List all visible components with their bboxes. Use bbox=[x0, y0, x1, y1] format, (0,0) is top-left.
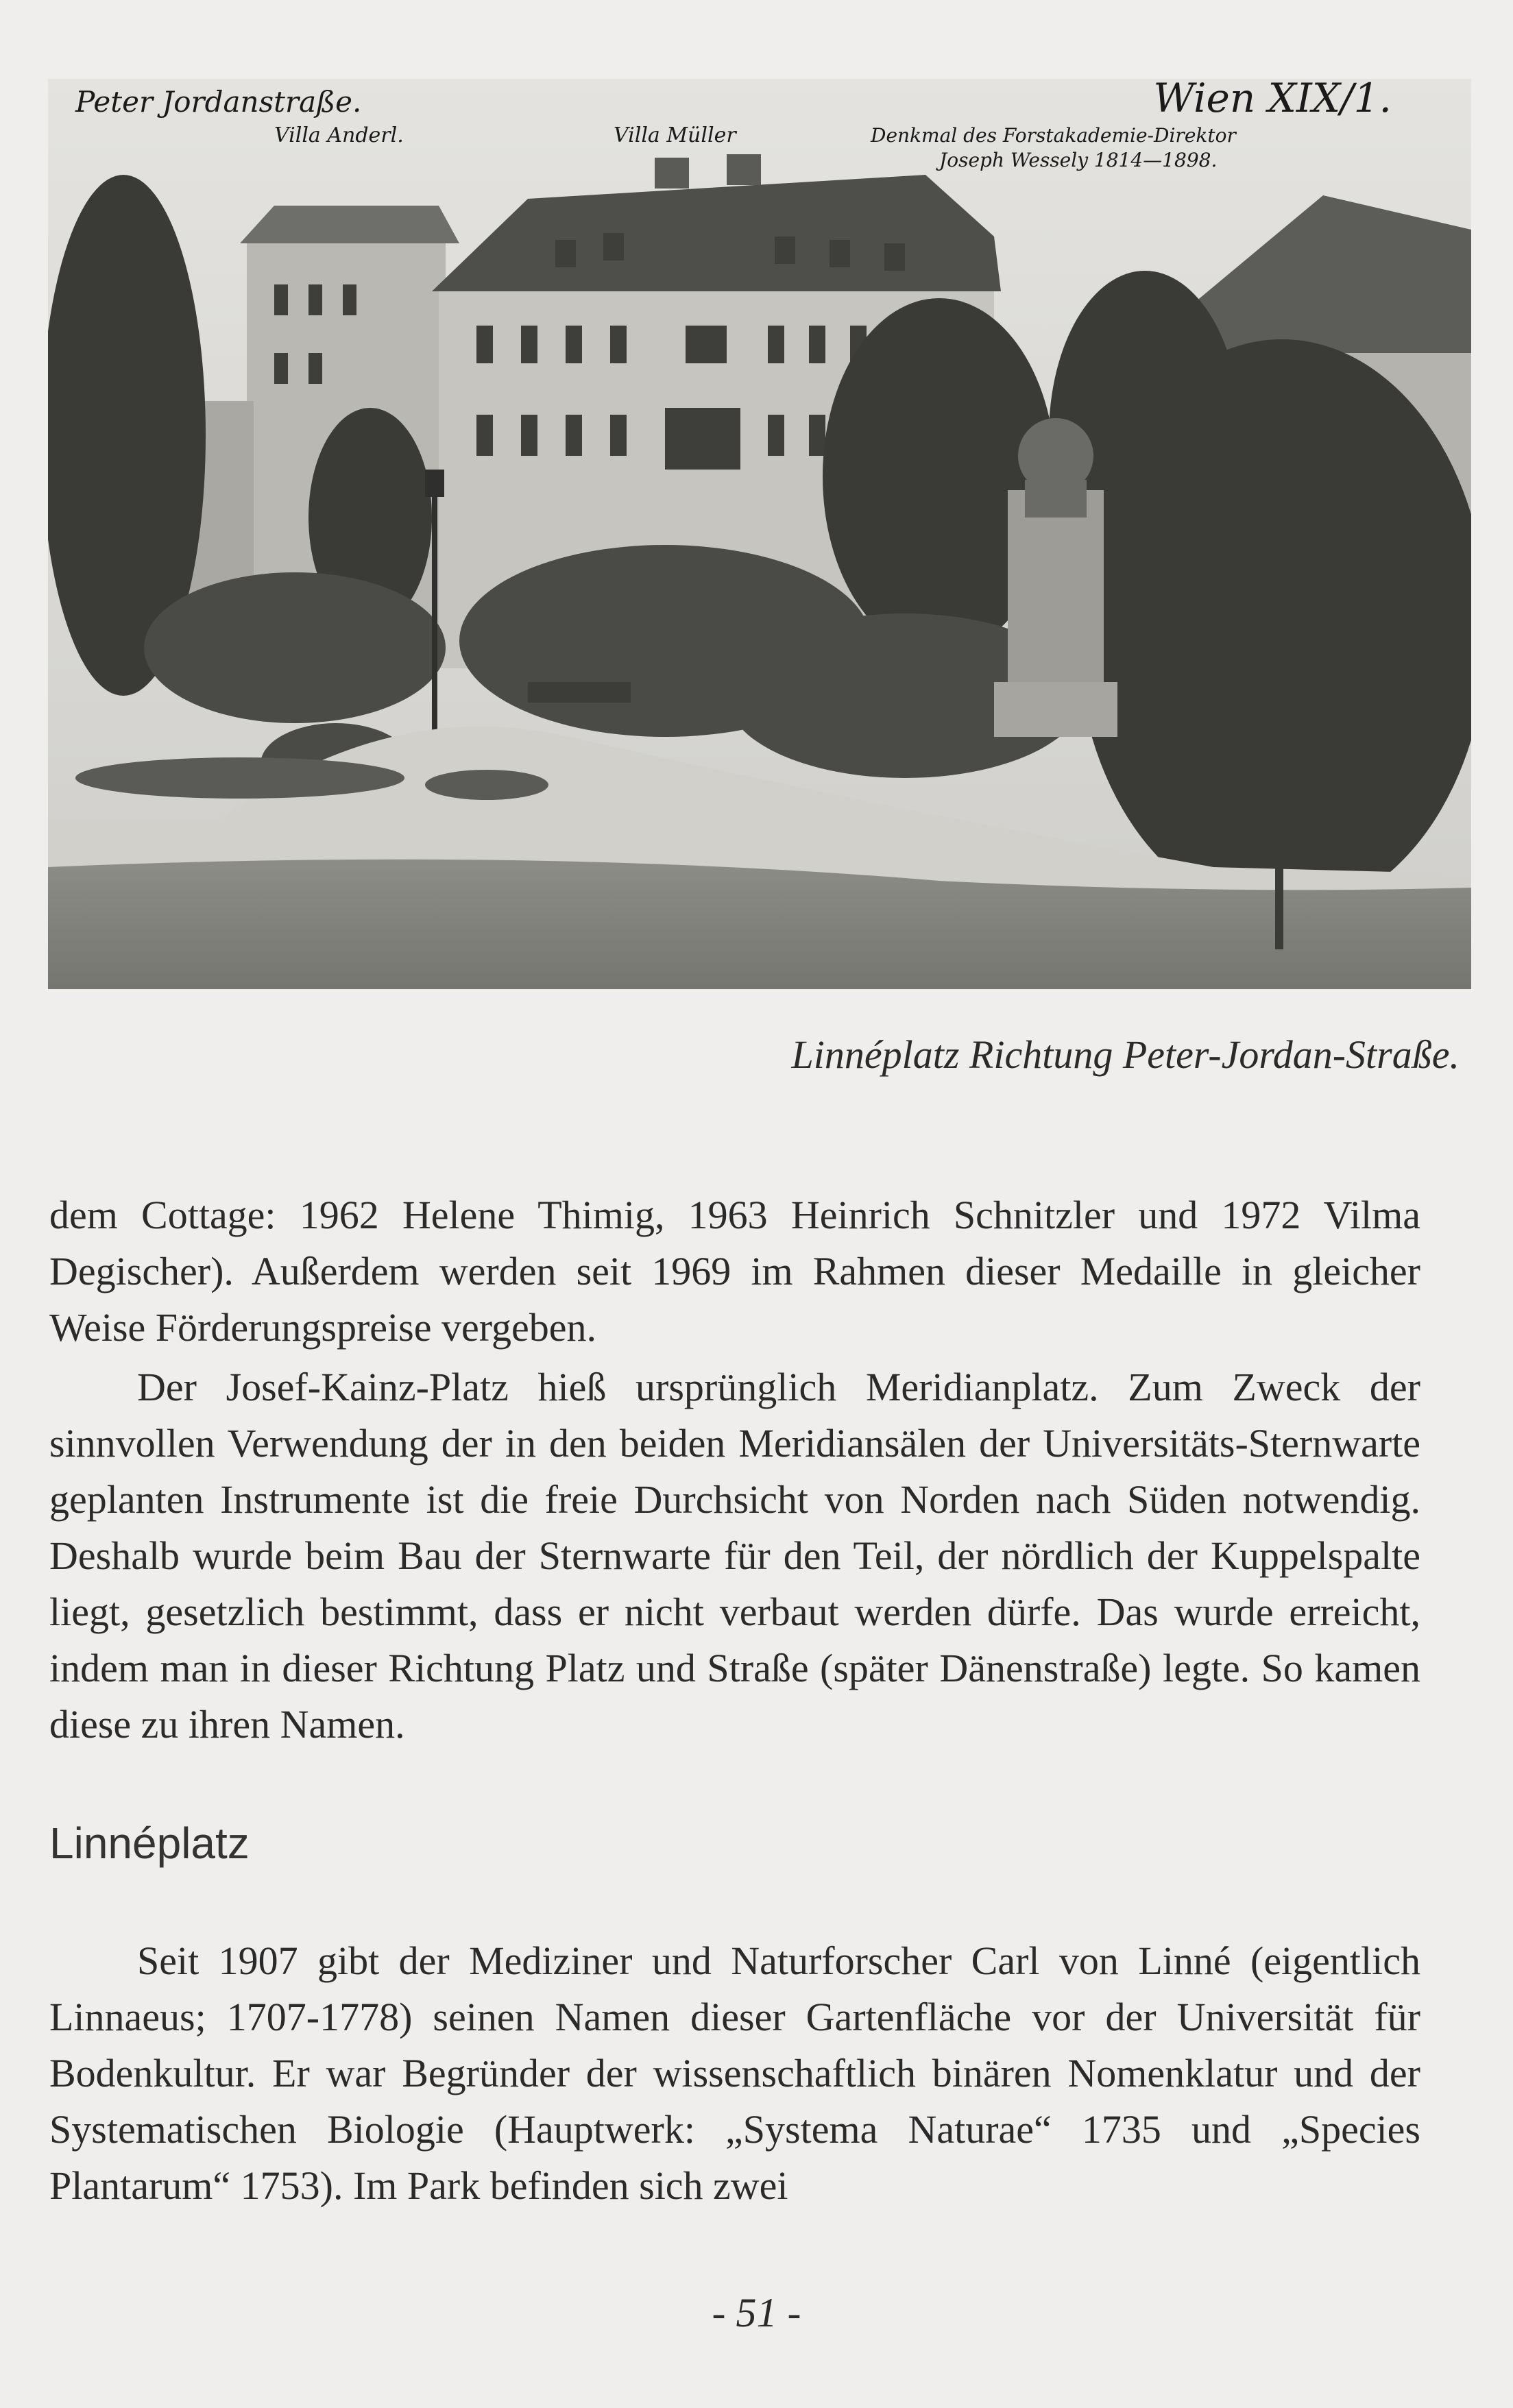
photo-caption: Linnéplatz Richtung Peter-Jordan-Straße. bbox=[791, 1032, 1460, 1077]
body-paragraph-1: dem Cottage: 1962 Helene Thimig, 1963 Heinrich Schnitzler und 1972 Vilma Degischer). Außerdem werden seit 1969 im Rahmen dieser Medaille in gleicher Weise Förderungspreise vergeben. bbox=[49, 1193, 1420, 1350]
photo-label-city: Wien XIX/1. bbox=[1153, 79, 1392, 121]
historic-postcard-photo bbox=[48, 79, 1471, 989]
body-paragraph-3: Seit 1907 gibt der Mediziner und Naturforscher Carl von Linné (eigentlich Linnaeus; 1707-1778) seinen Namen dieser Gartenfläche vor der Universität für Bodenkultur. Er war Begründer der wissenschaftlich binären Nomenklatur und der Systematischen Biologie (Hauptwerk: „Systema Naturae“ 1735 und „Species Plantarum“ 1753). Im Park befinden sich zwei bbox=[49, 1938, 1420, 2208]
page-number: - 51 - bbox=[712, 2290, 801, 2335]
body-paragraph-2: Der Josef-Kainz-Platz hieß ursprünglich Meridianplatz. Zum Zweck der sinnvollen Verwendung der in den beiden Meridiansälen der Universitäts-Sternwarte geplanten Instrumente ist die freie Durchsicht von Norden nach Süden notwendig. Deshalb wurde beim Bau der Sternwarte für den Teil, der nördlich der Kuppelspalte liegt, gesetzlich bestimmt, dass er nicht verbaut werden dürfe. Das wurde erreicht, indem man in dieser Richtung Platz und Straße (später Dänenstraße) legte. So kamen diese zu ihren Namen. bbox=[49, 1365, 1420, 1747]
photo-label-monument-line2: Joseph Wessely 1814—1898. bbox=[939, 149, 1218, 171]
park-scene-illustration bbox=[48, 79, 1471, 989]
photo-label-villa-anderl: Villa Anderl. bbox=[274, 123, 404, 147]
section-heading: Linnéplatz bbox=[49, 1819, 250, 1868]
photo-label-street: Peter Jordanstraße. bbox=[75, 85, 362, 119]
photo-label-villa-mueller: Villa Müller bbox=[614, 123, 736, 147]
photo-label-monument-line1: Denkmal des Forstakademie-Direktor bbox=[871, 124, 1236, 147]
